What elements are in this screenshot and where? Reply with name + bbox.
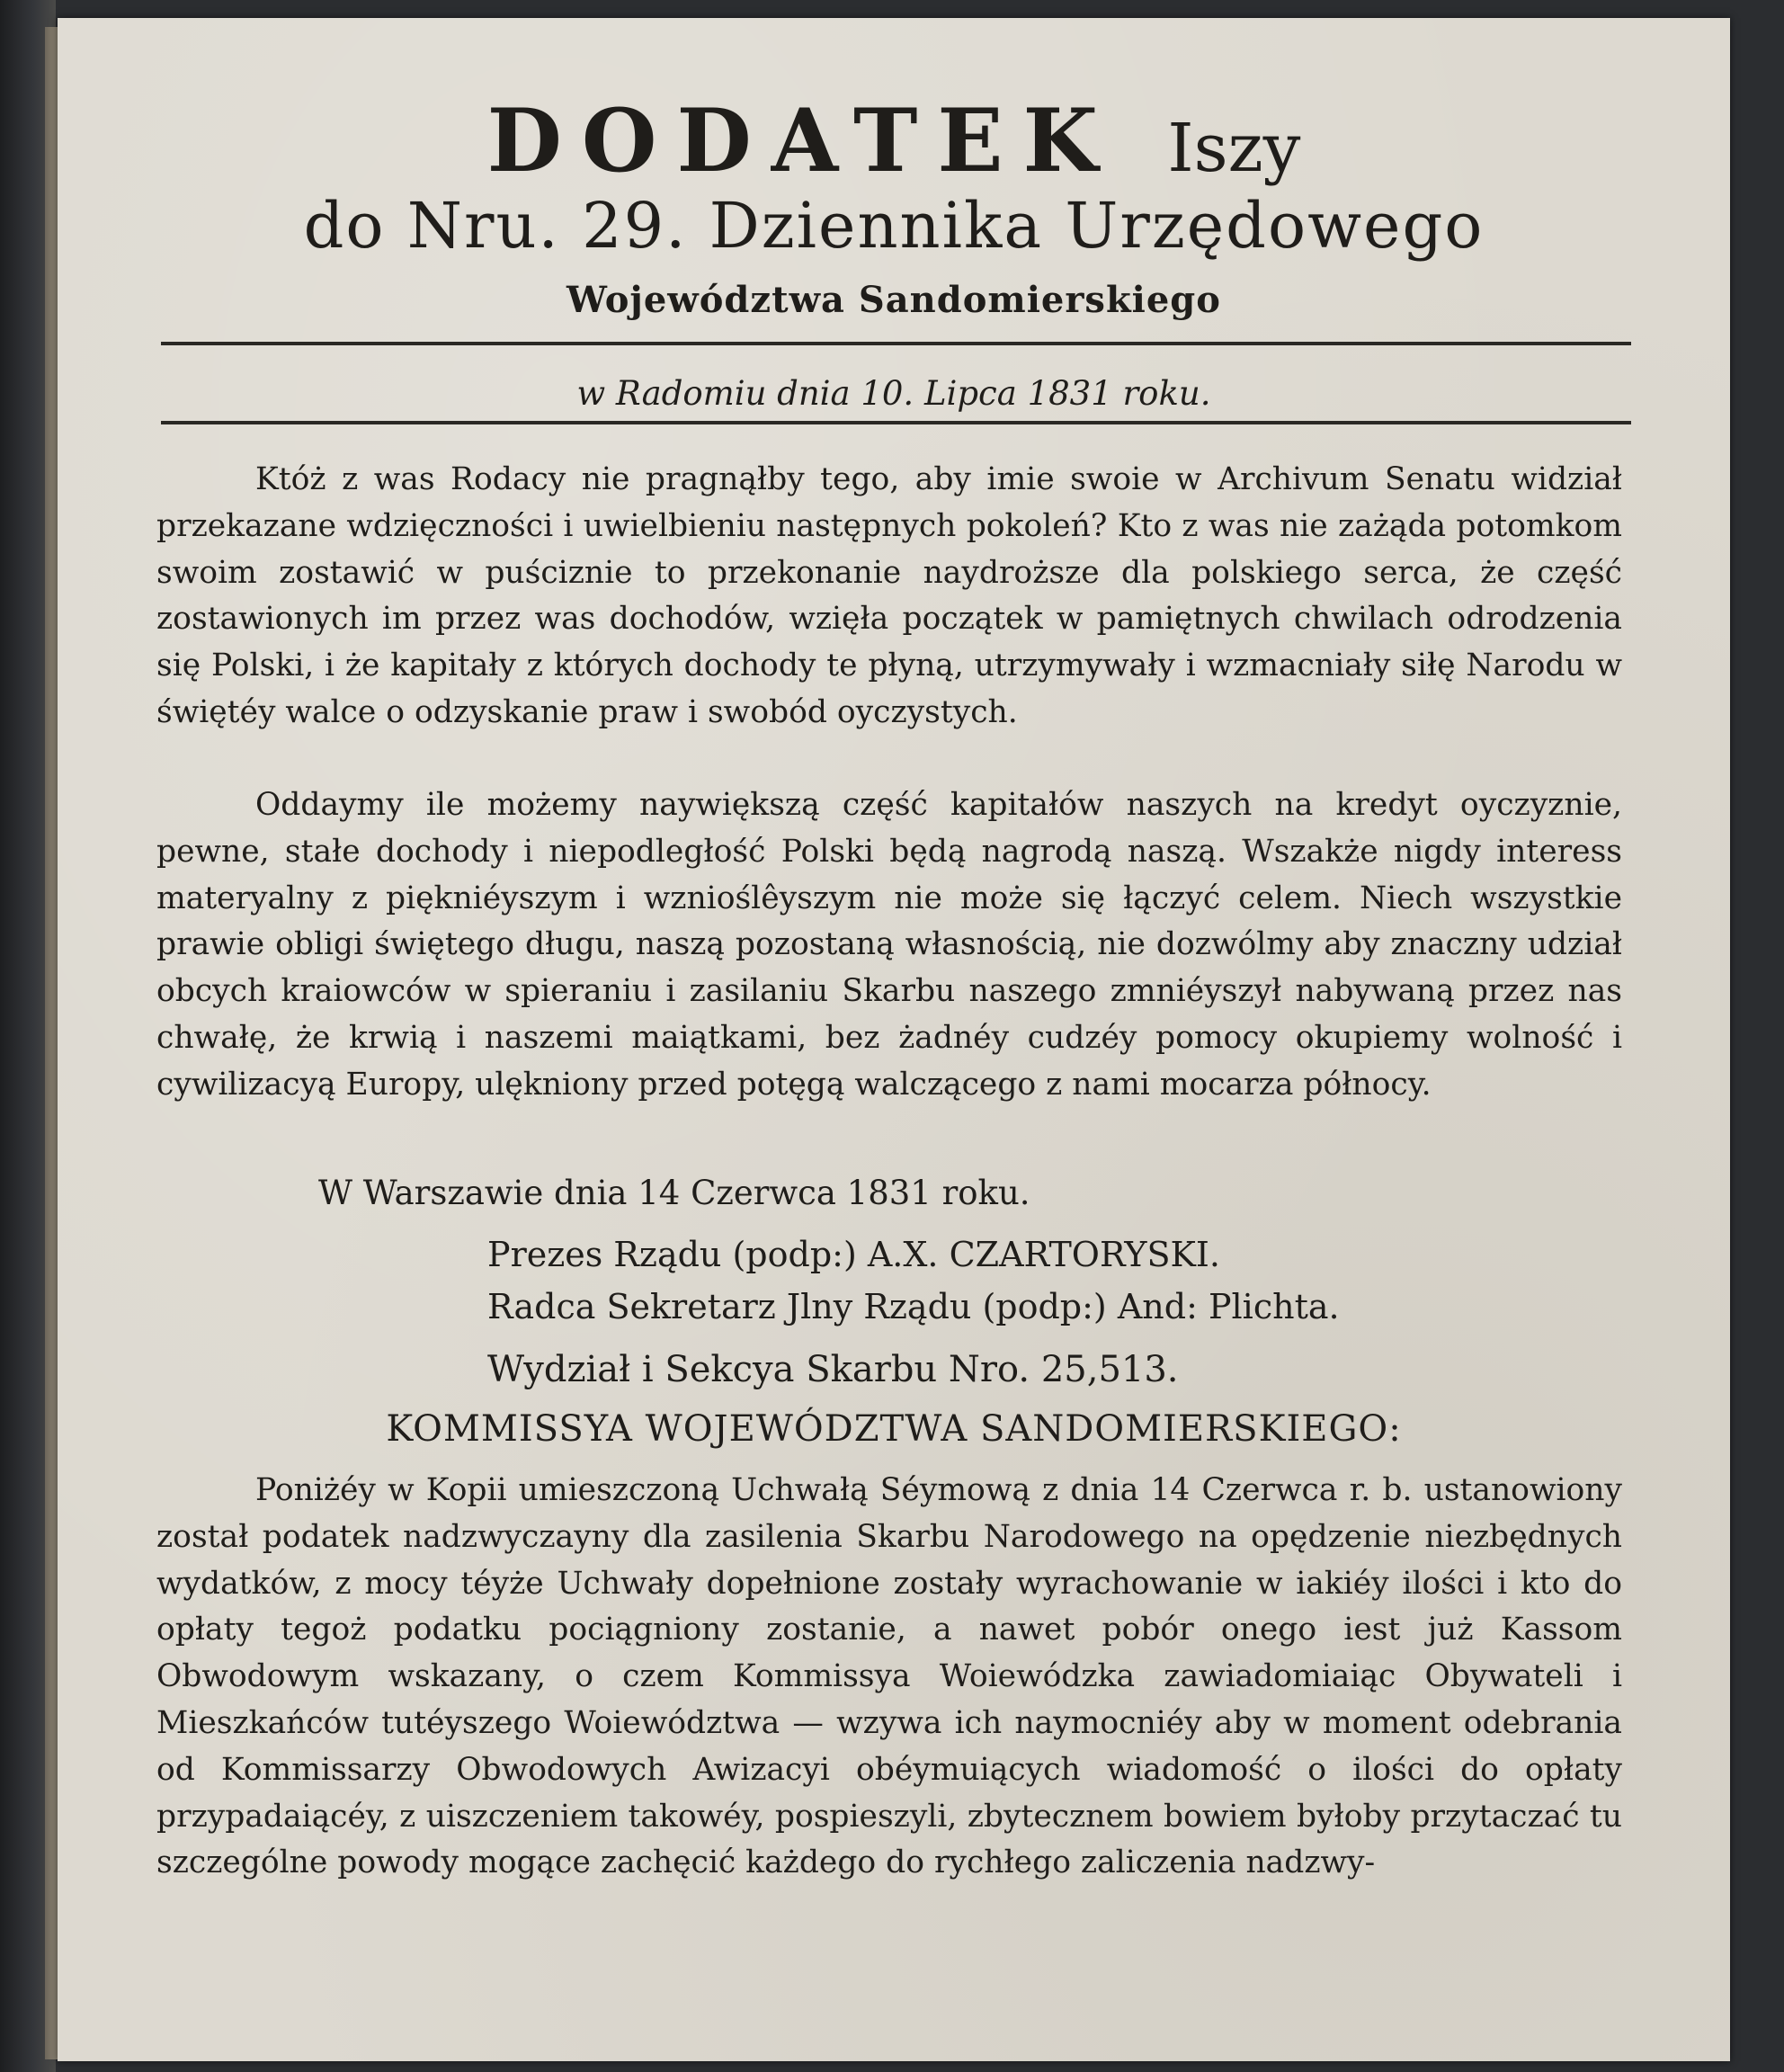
paragraph-2-text: Oddaymy ile możemy naywiększą część kapitałów naszych na kredyt oyczyznie, pewne, stałe dochody i niepodległość Polski będą nagrodą naszą. Wszakże nigdy interess materyalny z piękniéyszym i wznioślêyszym nie może się łączyć celem. Niech wszystkie prawie obligi świętego długu, naszą pozostaną własnością, nie dozwólmy aby znaczny udział obcych kraiowców w spieraniu i zasilaniu Skarbu naszego zmniéyszył nabywaną przez nas chwałę, że krwią i naszemi maiątkami, bez żadnéy cudzéy pomocy okupiemy wolność i cywilizacyą Europy, ulękniony przed potęgą walczącego z nami mocarza północy. (156, 787, 1622, 1103)
signature-secretary: Radca Sekretarz Jlny Rządu (podp:) And: Plichta. (487, 1287, 1340, 1326)
dateline: w Radomiu dnia 10. Lipca 1831 roku. (576, 374, 1211, 413)
masthead-subtitle: do Nru. 29. Dziennika Urzędowego (303, 189, 1485, 263)
divider-top (161, 342, 1631, 345)
document-page (58, 18, 1730, 2061)
masthead-title (58, 90, 1730, 192)
place-date: W Warszawie dnia 14 Czerwca 1831 roku. (318, 1174, 1030, 1212)
title-word: DODATEK (486, 90, 1118, 192)
issue-number: Iszy (1167, 110, 1301, 187)
paragraph-2 (156, 782, 1622, 1109)
paragraph-1 (156, 457, 1622, 737)
section-heading: KOMMISSYA WOJEWÓDZTWA SANDOMIERSKIEGO: (386, 1408, 1402, 1450)
masthead-region: Województwa Sandomierskiego (566, 279, 1221, 321)
divider-bottom (161, 421, 1631, 424)
signature-president: Prezes Rządu (podp:) A.X. CZARTORYSKI. (487, 1235, 1220, 1274)
department-number: Wydział i Sekcya Skarbu Nro. 25,513. (487, 1349, 1179, 1390)
paragraph-3-text: Poniżéy w Kopii umieszczoną Uchwałą Séymową z dnia 14 Czerwca r. b. ustanowiony został podatek nadzwyczayny dla zasilenia Skarbu Narodowego na opędzenie niezbędnych wydatków, z mocy téyże Uchwały dopełnione zostały wyrachowanie w iakiéy ilości i kto do opłaty tegoż podatku pociągniony zostanie, a nawet pobór onego iest już Kassom Obwodowym wskazany, o czem Kommissya Woiewódzka zawiadomiaiąc Obywateli i Mieszkańców tutéyszego Woiewództwa — wzywa ich naymocniéy aby w moment odebrania od Kommissarzy Obwodowych Awizacyi obéymuiących wiadomość o ilości do opłaty przypadaiącéy, z uiszczeniem takowéy, pospieszyli, zbytecznem bowiem byłoby przytaczać tu szczególne powody mogące zachęcić każdego do rychłego zaliczenia nadzwy- (156, 1472, 1622, 1881)
paragraph-3 (156, 1468, 1622, 1887)
paragraph-1-text: Któż z was Rodacy nie pragnąłby tego, aby imie swoie w Archivum Senatu widział przekazane wdzięczności i uwielbieniu następnych pokoleń? Kto z was nie zażąda potomkom swoim zostawić w puściznie to przekonanie naydroższe dla polskiego serca, że część zostawionych im przez was dochodów, wzięła początek w pamiętnych chwilach odrodzenia się Polski, i że kapitały z których dochody te płyną, utrzymywały i wzmacniały siłę Narodu w świętéy walce o odzyskanie praw i swobód oyczystych. (156, 461, 1622, 730)
